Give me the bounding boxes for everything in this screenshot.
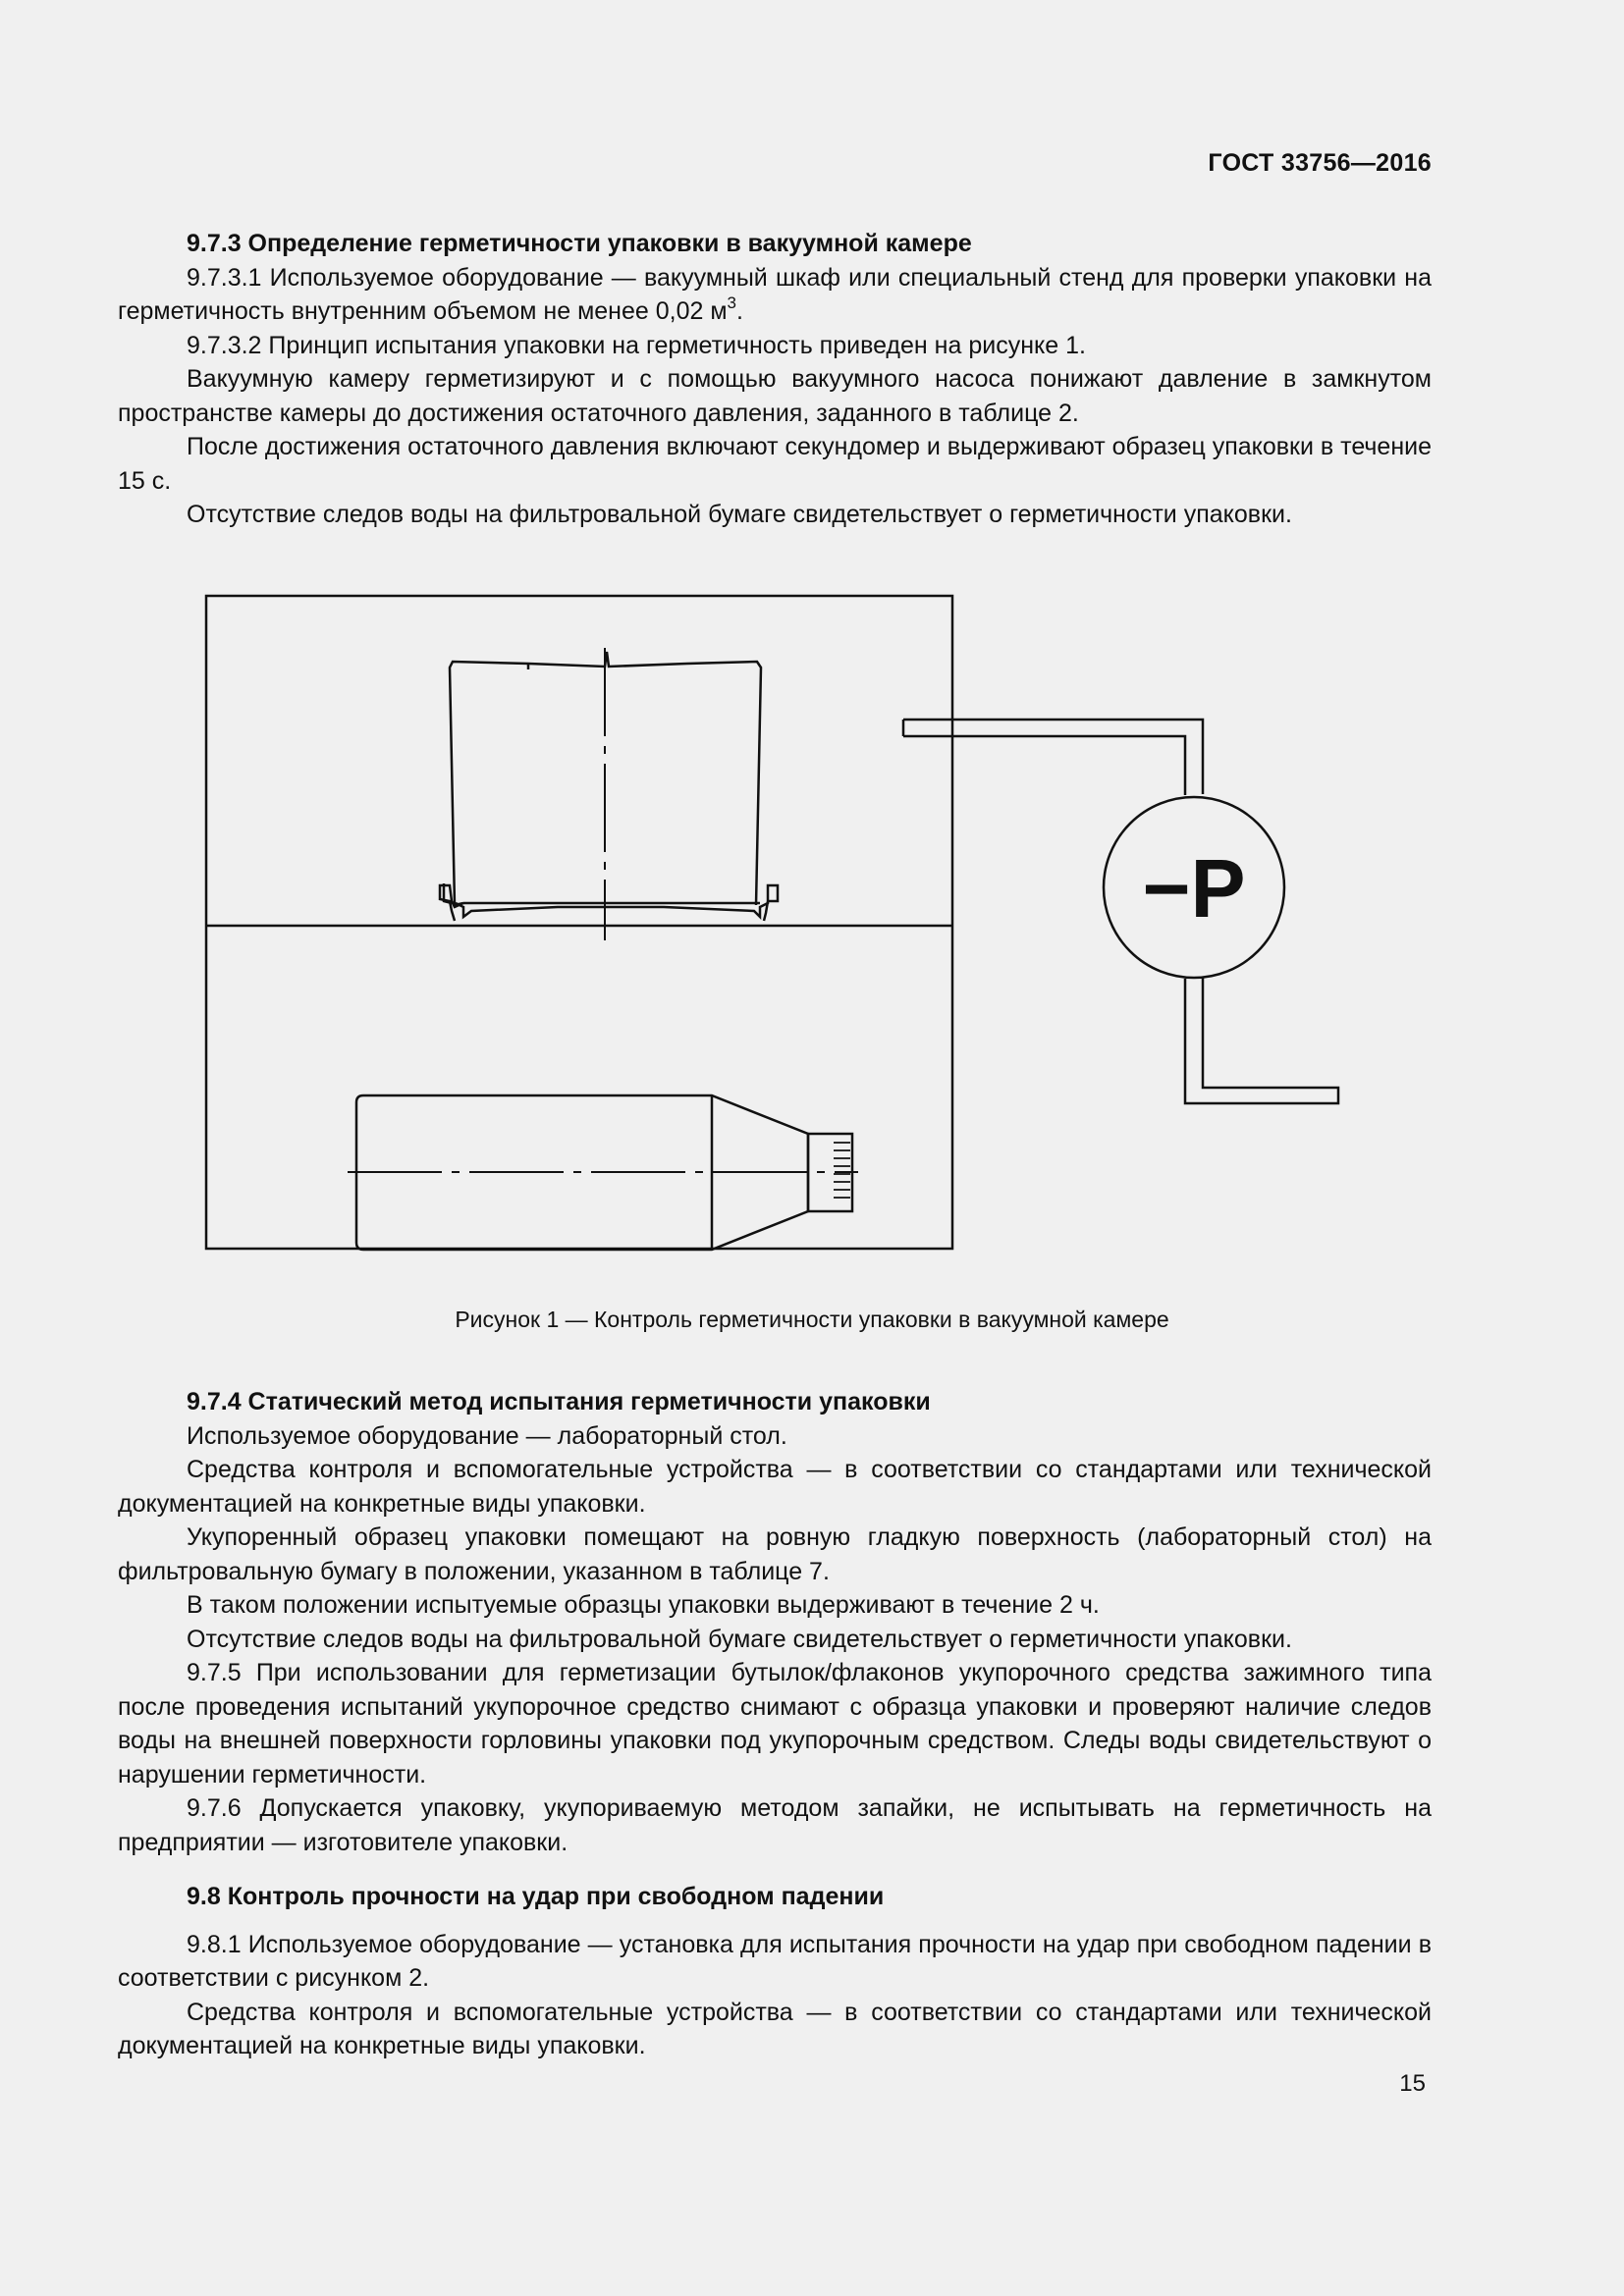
paragraph: Укупоренный образец упаковки помещают на ровную гладкую поверхность (лабораторный стол) на фильтровальную бумагу в положении, указанном в таблице 7. [118, 1523, 1432, 1585]
figure-caption: Рисунок 1 — Контроль герметичности упаковки в вакуумной камере [455, 1307, 1169, 1332]
paragraph: В таком положении испытуемые образцы упаковки выдерживают в течение 2 ч. [187, 1591, 1100, 1619]
document-id: ГОСТ 33756—2016 [1208, 149, 1432, 177]
paragraph: 9.7.3.2 Принцип испытания упаковки на герметичность приведен на рисунке 1. [187, 331, 1086, 359]
bucket-container [440, 652, 778, 921]
paragraph: Отсутствие следов воды на фильтровальной бумаге свидетельствует о герметичности упаковки. [187, 1625, 1292, 1653]
paragraph: Средства контроля и вспомогательные устройства — в соответствии со стандартами или технической документацией на конкретные виды упаковки. [118, 1456, 1432, 1518]
vacuum-pipe-upper [903, 720, 1203, 795]
section-heading: 9.7.4 Статический метод испытания герметичности упаковки [187, 1388, 931, 1415]
paragraph: Средства контроля и вспомогательные устройства — в соответствии со стандартами или технической документацией на конкретные виды упаковки. [118, 1998, 1432, 2059]
paragraph: 9.7.3.1 Используемое оборудование — вакуумный шкаф или специальный стенд для проверки упаковки на герметичность внутренним объемом не менее 0,02 $м^3$. [118, 263, 1432, 325]
pump-label: −P [1142, 842, 1246, 934]
vacuum-pipe-lower [1185, 978, 1338, 1103]
paragraph: Используемое оборудование — лабораторный стол. [187, 1421, 787, 1450]
section-heading: 9.8 Контроль прочности на удар при свободном падении [187, 1883, 885, 1910]
figure-vacuum-chamber [204, 591, 1343, 1273]
paragraph: Вакуумную камеру герметизируют и с помощью вакуумного насоса понижают давление в замкнутом пространстве камеры до достижения остаточного давления, заданного в таблице 2. [118, 365, 1432, 427]
section-9-7-3 [118, 227, 1432, 532]
section-9-8 [118, 1880, 1432, 2063]
paragraph: 9.7.6 Допускается упаковку, укупориваемую методом запайки, не испытывать на герметичность на предприятии — изготовителе упаковки. [118, 1794, 1432, 1856]
paragraph: 9.7.5 При использовании для герметизации бутылок/флаконов укупорочного средства зажимного типа после проведения испытаний укупорочное средство снимают с образца упаковки и проверяют наличие следов воды на внешней поверхности горловины упаковки под укупорочным средством. Следы воды свидетельствуют о нарушении герметичности. [118, 1659, 1432, 1789]
paragraph: После достижения остаточного давления включают секундомер и выдерживают образец упаковки в течение 15 с. [118, 433, 1432, 495]
paragraph: Отсутствие следов воды на фильтровальной бумаге свидетельствует о герметичности упаковки. [187, 501, 1292, 528]
bottle-container [348, 1095, 858, 1250]
section-heading: 9.7.3 Определение герметичности упаковки в вакуумной камере [187, 230, 972, 257]
paragraph: 9.8.1 Используемое оборудование — установка для испытания прочности на удар при свободном падении в соответствии с рисунком 2. [118, 1930, 1432, 1992]
section-9-7-4 [118, 1385, 1432, 1859]
page-number: 15 [1399, 2070, 1426, 2097]
figure-drawing [204, 591, 1343, 1268]
